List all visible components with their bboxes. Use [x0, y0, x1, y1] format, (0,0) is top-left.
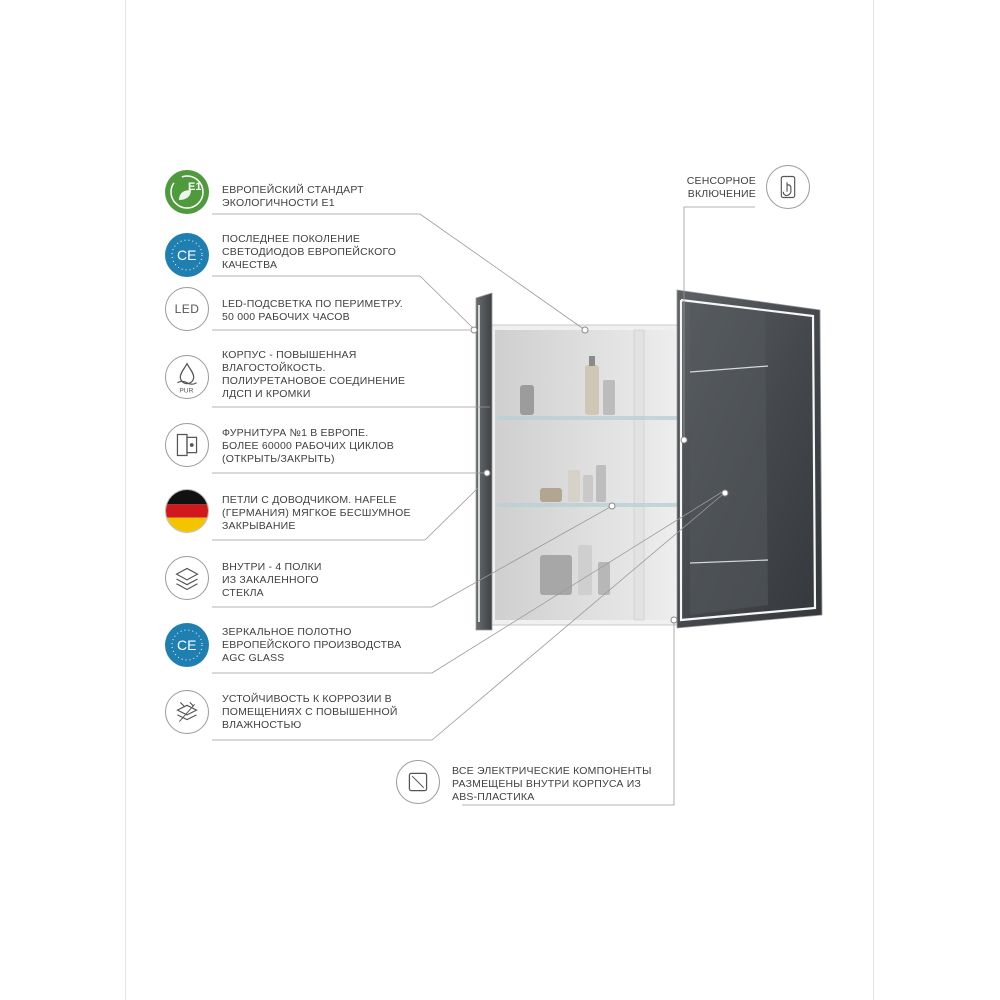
eco-leaf-e1-icon	[165, 170, 209, 214]
svg-text:PUR: PUR	[179, 387, 194, 395]
feature-mirror-text: ЗЕРКАЛЬНОЕ ПОЛОТНО ЕВРОПЕЙСКОГО ПРОИЗВОДСТВА AGC GLASS	[222, 626, 402, 664]
ce-mark-icon	[165, 623, 209, 667]
feature-led-backlight-text: LED-ПОДСВЕТКА ПО ПЕРИМЕТРУ. 50 000 РАБОЧИХ ЧАСОВ	[222, 298, 403, 323]
feature-hardware-text: ФУРНИТУРА №1 В ЕВРОПЕ. БОЛЕЕ 60000 РАБОЧИХ ЦИКЛОВ (ОТКРЫТЬ/ЗАКРЫТЬ)	[222, 427, 394, 465]
right-mirror-door	[677, 290, 822, 628]
layers-icon	[165, 556, 209, 600]
svg-text:CE: CE	[177, 637, 197, 653]
feature-hinges-text: ПЕТЛИ С ДОВОДЧИКОМ. HAFELE (ГЕРМАНИЯ) МЯГКОЕ БЕСШУМНОЕ ЗАКРЫВАНИЕ	[222, 494, 411, 532]
svg-text:CE: CE	[177, 247, 197, 263]
led-icon	[165, 287, 209, 331]
anti-corrosion-icon	[165, 690, 209, 734]
water-drop-pur-icon	[165, 355, 209, 399]
feature-e1-text: ЕВРОПЕЙСКИЙ СТАНДАРТ ЭКОЛОГИЧНОСТИ E1	[222, 184, 364, 209]
touch-hand-icon	[766, 165, 810, 209]
feature-shelves-text: ВНУТРИ - 4 ПОЛКИ ИЗ ЗАКАЛЕННОГО СТЕКЛА	[222, 561, 322, 599]
cabinet-body	[490, 325, 680, 625]
feature-corrosion-text: УСТОЙЧИВОСТЬ К КОРРОЗИИ В ПОМЕЩЕНИЯХ С ПОВЫШЕННОЙ ВЛАЖНОСТЬЮ	[222, 693, 398, 731]
feature-led-quality-text: ПОСЛЕДНЕЕ ПОКОЛЕНИЕ СВЕТОДИОДОВ ЕВРОПЕЙСКОГО КАЧЕСТВА	[222, 233, 397, 271]
ce-mark-icon	[165, 233, 209, 277]
feature-moisture-text: КОРПУС - ПОВЫШЕННАЯ ВЛАГОСТОЙКОСТЬ. ПОЛИУРЕТАНОВОЕ СОЕДИНЕНИЕ ЛДСП И КРОМКИ	[222, 349, 406, 400]
electrical-box-icon	[396, 760, 440, 804]
touch-switch-text: СЕНСОРНОЕ ВКЛЮЧЕНИЕ	[686, 175, 756, 200]
hinge-icon	[165, 423, 209, 467]
germany-flag-icon	[165, 489, 209, 533]
electrics-text: ВСЕ ЭЛЕКТРИЧЕСКИЕ КОМПОНЕНТЫ РАЗМЕЩЕНЫ ВНУТРИ КОРПУСА ИЗ ABS-ПЛАСТИКА	[452, 765, 652, 803]
svg-text:E1: E1	[188, 181, 202, 193]
led-icon-label: LED	[174, 302, 200, 316]
left-mirror-door	[476, 293, 492, 630]
